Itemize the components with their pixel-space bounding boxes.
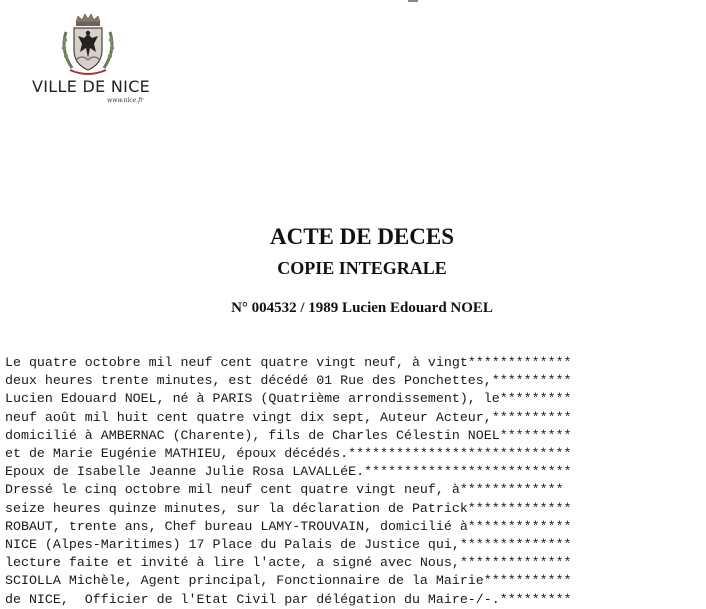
- reference-line: N° 004532 / 1989 Lucien Edouard NOEL: [231, 300, 493, 316]
- body-line: SCIOLLA Michèle, Agent principal, Fonctionnaire de la Mairie***********: [5, 573, 572, 589]
- body-line: NICE (Alpes-Maritimes) 17 Place du Palais de Justice qui,**************: [5, 537, 572, 553]
- body-line: de NICE, Officier de l'Etat Civil par délégation du Maire-/-.*********: [5, 591, 572, 607]
- document-subtitle: COPIE INTEGRALE: [277, 258, 447, 278]
- city-url: www.nice.fr: [107, 97, 144, 104]
- body-line: seize heures quinze minutes, sur la déclaration de Patrick*************: [5, 500, 572, 516]
- body-line: domicilié à AMBERNAC (Charente), fils de Charles Célestin NOEL*********: [5, 427, 572, 443]
- body-line: neuf août mil huit cent quatre vingt dix sept, Auteur Acteur,**********: [5, 409, 572, 425]
- body-line: deux heures trente minutes, est décédé 01 Rue des Ponchettes,**********: [5, 373, 572, 389]
- document-title: ACTE DE DECES: [269, 224, 455, 249]
- body-line: Dressé le cinq octobre mil neuf cent quatre vingt neuf, à*************: [5, 482, 564, 498]
- body-line: Lucien Edouard NOEL, né à PARIS (Quatrième arrondissement), le*********: [5, 391, 572, 407]
- body-line: lecture faite et invité à lire l'acte, a signé avec Nous,**************: [5, 555, 572, 571]
- certificate-body: [5, 354, 705, 609]
- city-logo: [30, 8, 150, 108]
- body-line: et de Marie Eugénie MATHIEU, époux décédés.****************************: [5, 446, 572, 462]
- body-line: ROBAUT, trente ans, Chef bureau LAMY-TROUVAIN, domicilié à*************: [5, 518, 572, 534]
- body-line: Epoux de Isabelle Jeanne Julie Rosa LAVALLéE.**************************: [5, 464, 572, 480]
- city-name: VILLE DE NICE: [32, 77, 151, 96]
- body-line: Le quatre octobre mil neuf cent quatre vingt neuf, à vingt*************: [5, 355, 572, 370]
- scan-mark: [408, 0, 418, 2]
- coat-of-arms-icon: [58, 12, 118, 78]
